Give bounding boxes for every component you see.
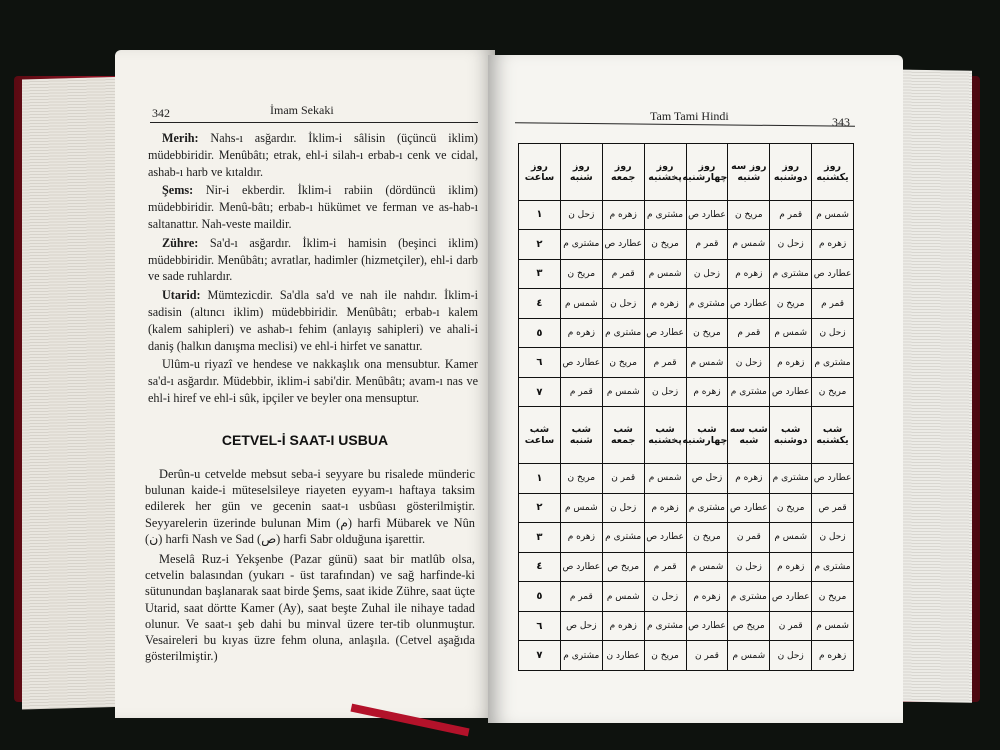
table-cell: شمس م bbox=[812, 200, 854, 230]
table-cell: زهره م bbox=[602, 200, 644, 230]
table-cell: مشترى م bbox=[812, 348, 854, 378]
table-cell: روز پخشنبه bbox=[644, 144, 686, 201]
paragraph bbox=[148, 182, 478, 232]
table-cell: عطارد ص bbox=[728, 289, 770, 319]
table-cell: مشترى م bbox=[644, 200, 686, 230]
table-cell: زهره م bbox=[644, 289, 686, 319]
table-cell: زحل ن bbox=[770, 641, 812, 671]
table-cell: مريخ ص bbox=[602, 552, 644, 582]
table-row bbox=[519, 641, 854, 671]
left-body-text bbox=[148, 130, 478, 409]
table-cell: قمر م bbox=[770, 200, 812, 230]
table-cell: مشترى م bbox=[602, 523, 644, 553]
table-cell: زهره م bbox=[560, 523, 602, 553]
table-cell: شمس م bbox=[560, 493, 602, 523]
table-cell: عطارد ص bbox=[644, 318, 686, 348]
table-cell: زهره م bbox=[686, 377, 728, 407]
table-row bbox=[519, 464, 854, 494]
table-cell: زهره م bbox=[770, 552, 812, 582]
hour-cell: ٧ bbox=[519, 641, 561, 671]
table-cell: شمس م bbox=[560, 289, 602, 319]
planetary-hours-table bbox=[518, 143, 854, 671]
table-cell: عطارد ص bbox=[728, 493, 770, 523]
paragraph-text: Nir-i ekberdir. İklim-i rabiin (dördüncü iklim) müdebbiridir. Menû-bâtı; erbab-ı hükümet ve ferman ve as-hab-ı saltanattır. Nah-veste maildir. bbox=[148, 183, 478, 231]
table-cell: قمر م bbox=[644, 552, 686, 582]
hour-cell: ٦ bbox=[519, 611, 561, 641]
table-cell: عطارد ص bbox=[686, 611, 728, 641]
table-cell: مريخ ن bbox=[602, 348, 644, 378]
table-cell: عطارد ص bbox=[770, 377, 812, 407]
table-cell: شمس م bbox=[812, 611, 854, 641]
table-cell: روز دوشنبه bbox=[770, 144, 812, 201]
paragraph bbox=[148, 130, 478, 180]
table-row bbox=[519, 318, 854, 348]
table-row bbox=[519, 259, 854, 289]
table-cell: مريخ ص bbox=[728, 611, 770, 641]
table-header-row bbox=[519, 407, 854, 464]
paragraph-text: Sa'd-ı asğardır. İklim-i hamisin (beşinci iklim) müdebbiridir. Menûbâtı; avratlar, hadimler (hizmetçiler), ehl-i darb ve sade ruhlardır. bbox=[148, 235, 478, 284]
hour-cell: ٤ bbox=[519, 289, 561, 319]
table-cell: عطارد ص bbox=[644, 523, 686, 553]
right-page-number: 343 bbox=[832, 115, 850, 129]
table-cell: قمر م bbox=[560, 582, 602, 612]
table-cell: شمس م bbox=[686, 552, 728, 582]
table-row bbox=[519, 200, 854, 230]
table-cell: قمر ن bbox=[770, 611, 812, 641]
table-row bbox=[519, 552, 854, 582]
hour-cell: ١ bbox=[519, 464, 561, 494]
table-cell: شب شنبه bbox=[560, 407, 602, 464]
table-cell: قمر ن bbox=[602, 464, 644, 494]
table-row bbox=[519, 230, 854, 260]
table-cell: مريخ ن bbox=[560, 259, 602, 289]
table-cell: روز جمعه bbox=[602, 144, 644, 201]
section-paragraph: Meselâ Ruz-i Yekşenbe (Pazar günü) saat bir matlûb olsa, cetvelin balasından (yukarı - üst tarafından) ve sağ harfinde-ki sütunundan başlanarak saat birde Şems, saat ikide Zühre, saat üçte Utarid, saat dörtte Kamer (Ay), saat beşte Zuhal ile nihaye tadad olunur. Ve saat-ı şeb dahi bu minval üzere ter-tib olunmuştur. Vesaireleri bu kıyas üzre fehm oluna, anlaşıla. (Cetvel aşağıda gösterilmiştir.) bbox=[145, 552, 475, 664]
table-cell: زهره م bbox=[686, 582, 728, 612]
table-cell: عطارد ص bbox=[812, 464, 854, 494]
table-cell: زحل ن bbox=[770, 230, 812, 260]
table-cell: مشترى م bbox=[686, 289, 728, 319]
table-cell: زهره م bbox=[644, 493, 686, 523]
table-cell: مريخ ن bbox=[686, 523, 728, 553]
table-cell: عطارد ص bbox=[770, 582, 812, 612]
table-cell: مشترى م bbox=[728, 582, 770, 612]
table-cell: عطارد ص bbox=[560, 348, 602, 378]
table-cell: شمس م bbox=[644, 259, 686, 289]
hour-cell: ٥ bbox=[519, 582, 561, 612]
table-cell: زهره م bbox=[602, 611, 644, 641]
table-cell: زحل ن bbox=[602, 289, 644, 319]
table-cell: شمس م bbox=[686, 348, 728, 378]
table-cell: عطارد ص bbox=[686, 200, 728, 230]
table-cell: زحل ن bbox=[686, 259, 728, 289]
table-cell: شمس م bbox=[770, 318, 812, 348]
table-cell: زحل ن bbox=[644, 377, 686, 407]
table-cell: شب پخشنبه bbox=[644, 407, 686, 464]
paragraph-term: Merih: bbox=[162, 131, 199, 145]
table-row bbox=[519, 582, 854, 612]
table-cell: زحل ص bbox=[560, 611, 602, 641]
table-cell: زهره م bbox=[728, 464, 770, 494]
table-cell: زهره م bbox=[728, 259, 770, 289]
table-cell: زحل ن bbox=[728, 552, 770, 582]
table-cell: عطارد ص bbox=[812, 259, 854, 289]
table-cell: مريخ ن bbox=[770, 289, 812, 319]
table-cell: مريخ ن bbox=[812, 582, 854, 612]
table-cell: مشترى م bbox=[602, 318, 644, 348]
table-cell: قمر م bbox=[602, 259, 644, 289]
paragraph bbox=[148, 356, 478, 406]
hour-cell: شب ساعت bbox=[519, 407, 561, 464]
section-heading: CETVEL-İ SAAT-I USBUA bbox=[221, 432, 389, 448]
table-header-row bbox=[519, 144, 854, 201]
table-cell: مريخ ن bbox=[644, 230, 686, 260]
table-cell: قمر م bbox=[560, 377, 602, 407]
paragraph-text: Mümtezicdir. Sa'dla sa'd ve nah ile nahdır. İklim-i sadisin (altıncı iklim) müdebbiridir. Menûbâtı; erbab-ı kalem (kalem sahipleri) ve ashab-ı fehim (anlayış sahipleri) ve ahali-i daniş (halkın danışma meclisi) ve ehl-i hirfet ve sanattır. bbox=[148, 288, 478, 353]
paragraph-term: Şems: bbox=[162, 183, 194, 198]
table-row bbox=[519, 493, 854, 523]
table-cell: قمر ص bbox=[812, 493, 854, 523]
table-cell: زهره م bbox=[812, 230, 854, 260]
table-cell: زحل ن bbox=[644, 582, 686, 612]
table-cell: مريخ ن bbox=[560, 464, 602, 494]
table-cell: قمر م bbox=[644, 348, 686, 378]
table-row bbox=[519, 611, 854, 641]
table-cell: زهره م bbox=[560, 318, 602, 348]
table-cell: مشترى م bbox=[812, 552, 854, 582]
table-cell: مشترى م bbox=[728, 377, 770, 407]
table-cell: شمس م bbox=[728, 641, 770, 671]
table-cell: مشترى م bbox=[686, 493, 728, 523]
table-cell: شب يكشنبه bbox=[812, 407, 854, 464]
table-cell: زهره م bbox=[812, 641, 854, 671]
table-cell: مريخ ن bbox=[812, 377, 854, 407]
hour-cell: ٦ bbox=[519, 348, 561, 378]
hour-cell: ٢ bbox=[519, 230, 561, 260]
table-cell: شب جمعه bbox=[602, 407, 644, 464]
hour-cell: ٣ bbox=[519, 259, 561, 289]
table-cell: شمس م bbox=[602, 377, 644, 407]
paragraph-text: Nahs-ı asğardır. İklim-i sâlisin (üçüncü iklim) müdebbiridir. Menûbâtı; etrak, ehl-i silah-ı erbab-ı cenk ve cidal, ashab-ı harb ve kıtaldır. bbox=[148, 131, 478, 179]
table-cell: عطارد ص bbox=[602, 230, 644, 260]
table-cell: زحل ص bbox=[686, 464, 728, 494]
table-cell: قمر م bbox=[812, 289, 854, 319]
table-cell: روز يكشنبه bbox=[812, 144, 854, 201]
table-cell: روز چهارشنبه bbox=[686, 144, 728, 201]
table-row bbox=[519, 377, 854, 407]
table-cell: مريخ ن bbox=[686, 318, 728, 348]
left-running-title: İmam Sekaki bbox=[270, 103, 334, 117]
paragraph-text: Ulûm-u riyazî ve hendese ve nakkaşlık ona mensubtur. Kamer sa'd-ı asğardır. Müdebbir, iklim-i sabi'dir. Menûbâtı; avam-ı nas ve ehl-i hiref ve ehl-i sûk, ipçiler ve beyler ona mensuptur. bbox=[148, 357, 478, 405]
table-cell: قمر ن bbox=[728, 523, 770, 553]
table-cell: زحل ن bbox=[602, 493, 644, 523]
table-cell: زحل ن bbox=[812, 523, 854, 553]
left-page-number: 342 bbox=[152, 106, 170, 120]
table-cell: شمس م bbox=[770, 523, 812, 553]
section-paragraph: Derûn-u cetvelde mebsut seba-i seyyare bu risalede münderic bulunan kaide-i müteselsileye riayeten eyyam-ı haftaya taksim edilerek her gün ve gecenin saat-ı usbûası gösterilmiştir. Seyyarelerin üzerinde bulunan Mim (م) harfi Mübarek ve Nûn (ن) harfi Nash ve Sad (ص) harfi Sabr olduğuna işarettir. bbox=[145, 467, 475, 546]
table-cell: زحل ن bbox=[728, 348, 770, 378]
table-row bbox=[519, 348, 854, 378]
table-cell: مشترى م bbox=[560, 641, 602, 671]
hour-cell: ٤ bbox=[519, 552, 561, 582]
hour-cell: ٣ bbox=[519, 523, 561, 553]
table-cell: شمس م bbox=[728, 230, 770, 260]
table-cell: قمر م bbox=[728, 318, 770, 348]
table-cell: مشترى م bbox=[644, 611, 686, 641]
table-cell: عطارد ن bbox=[602, 641, 644, 671]
table-cell: عطارد ص bbox=[560, 552, 602, 582]
table-cell: مريخ ن bbox=[728, 200, 770, 230]
hour-cell: ٧ bbox=[519, 377, 561, 407]
hour-cell: روز ساعت bbox=[519, 144, 561, 201]
table-cell: شب سه شبه bbox=[728, 407, 770, 464]
table-cell: مشترى م bbox=[560, 230, 602, 260]
table-cell: روز شنبه bbox=[560, 144, 602, 201]
table-cell: شمس م bbox=[602, 582, 644, 612]
paragraph-term: Zühre: bbox=[162, 235, 199, 250]
table-cell: مشترى م bbox=[770, 464, 812, 494]
table-cell: روز سه شنبه bbox=[728, 144, 770, 201]
table-cell: شمس م bbox=[644, 464, 686, 494]
hour-cell: ٢ bbox=[519, 493, 561, 523]
table-row bbox=[519, 289, 854, 319]
left-header-rule bbox=[150, 122, 478, 123]
table-cell: قمر م bbox=[686, 230, 728, 260]
table-cell: قمر ن bbox=[686, 641, 728, 671]
right-running-title: Tam Tami Hindi bbox=[650, 109, 729, 123]
paragraph bbox=[148, 235, 478, 285]
table-cell: زهره م bbox=[770, 348, 812, 378]
table-cell: مريخ ن bbox=[644, 641, 686, 671]
table-row bbox=[519, 523, 854, 553]
hour-cell: ١ bbox=[519, 200, 561, 230]
hour-cell: ٥ bbox=[519, 318, 561, 348]
table-cell: زحل ن bbox=[560, 200, 602, 230]
table-cell: شب دوشنبه bbox=[770, 407, 812, 464]
paragraph-term: Utarid: bbox=[162, 288, 201, 303]
table-cell: مشترى م bbox=[770, 259, 812, 289]
paragraph bbox=[148, 287, 478, 354]
table-cell: زحل ن bbox=[812, 318, 854, 348]
table-cell: مريخ ن bbox=[770, 493, 812, 523]
table-cell: شب چهارشنبه bbox=[686, 407, 728, 464]
left-section-text bbox=[145, 466, 475, 668]
